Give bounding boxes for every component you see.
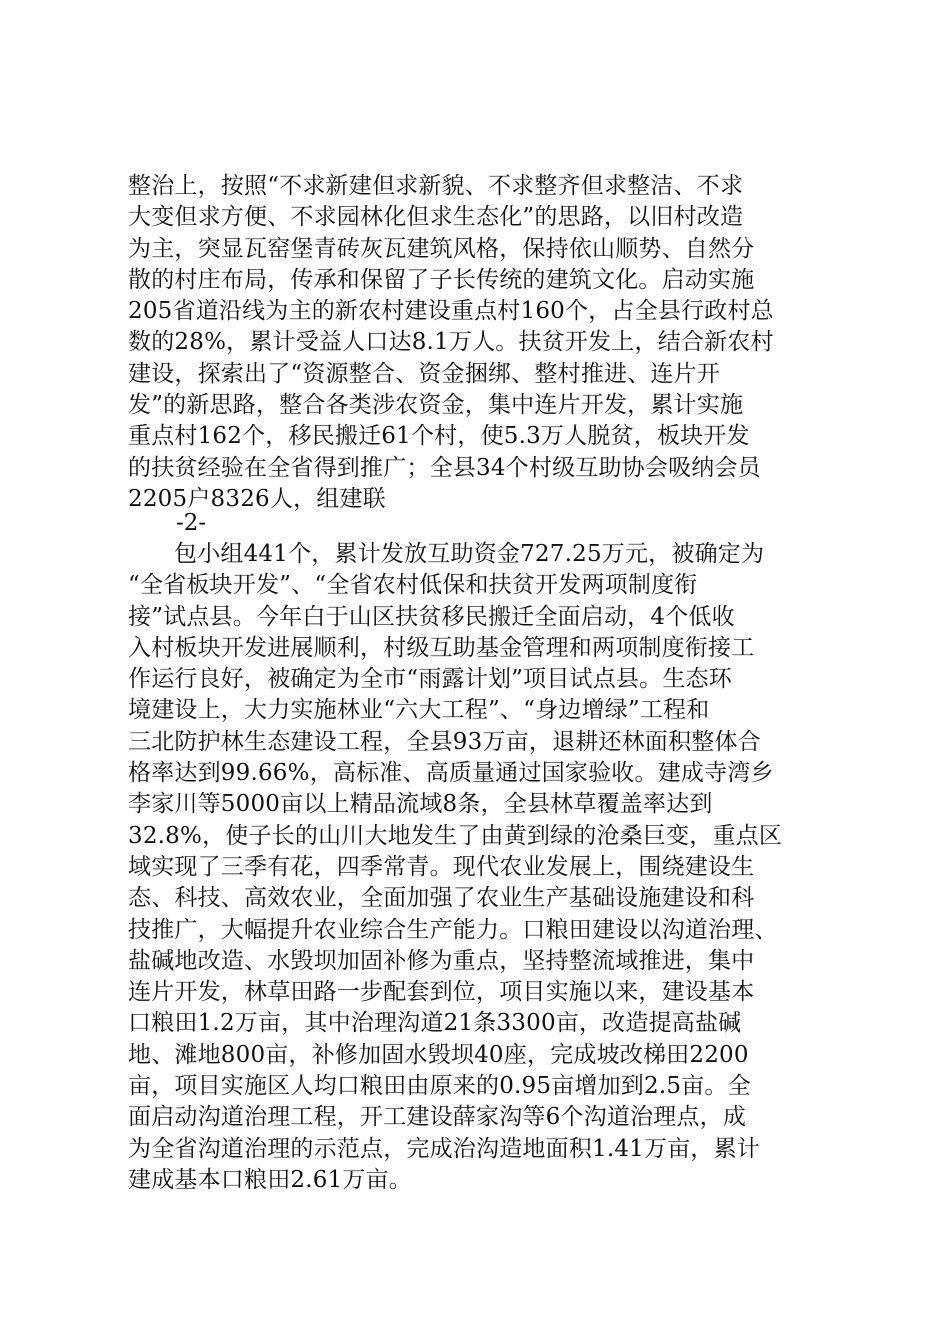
text-line: 三北防护林生态建设工程，全县93万亩，退耕还林面积整体合 xyxy=(128,728,761,755)
text-line: 大变但求方便、不求园林化但求生态化”的思路，以旧村改造 xyxy=(128,204,744,231)
page-number: -2- xyxy=(176,510,207,536)
text-line: 连片开发，林草田路一步配套到位，项目实施以来，建设基本 xyxy=(128,979,755,1006)
text-line: 整治上，按照“不求新建但求新貌、不求整齐但求整洁、不求 xyxy=(128,173,744,199)
text-line: 为主，突显瓦窑堡青砖灰瓦建筑风格，保持依山顺势、自然分 xyxy=(128,235,755,262)
text-line: 态、科技、高效农业，全面加强了农业生产基础设施建设和科 xyxy=(128,885,755,912)
text-line: 重点村162个，移民搬迁61个村，使5.3万人脱贫，板块开发 xyxy=(128,423,750,450)
text-line: 格率达到99.66%，高标准、高质量通过国家验收。建成寺湾乡 xyxy=(128,760,774,787)
text-line: 数的28%，累计受益人口达8.1万人。扶贫开发上，结合新农村 xyxy=(128,329,774,356)
text-line: 亩，项目实施区人均口粮田由原来的0.95亩增加到2.5亩。全 xyxy=(128,1073,751,1100)
text-line: 32.8%，使子长的山川大地发生了由黄到绿的沧桑巨变，重点区 xyxy=(128,822,783,849)
text-line: 接”试点县。今年白于山区扶贫移民搬迁全面启动，4个低收 xyxy=(128,603,735,630)
text-line: 包小组441个，累计发放互助资金727.25万元，被确定为 xyxy=(174,541,765,567)
paragraph-1 xyxy=(128,171,833,515)
text-line: 域实现了三季有花，四季常青。现代农业发展上，围绕建设生 xyxy=(128,853,755,880)
text-line: 面启动沟道治理工程，开工建设薛家沟等6个沟道治理点，成 xyxy=(128,1104,747,1131)
text-line: 为全省沟道治理的示范点，完成治沟造地面积1.41万亩，累计 xyxy=(128,1135,761,1162)
paragraph-2 xyxy=(128,539,833,1196)
text-line: 地、滩地800亩，补修加固水毁坝40座，完成坡改梯田2200 xyxy=(128,1041,749,1068)
text-line: 的扶贫经验在全省得到推广；全县34个村级互助协会吸纳会员 xyxy=(128,454,761,481)
text-line: 2205户8326人，组建联 xyxy=(128,485,386,512)
text-line: 建成基本口粮田2.61万亩。 xyxy=(128,1166,413,1193)
text-line: 入村板块开发进展顺利，村级互助基金管理和两项制度衔接工 xyxy=(128,634,755,661)
text-line: 205省道沿线为主的新农村建设重点村160个，占全县行政村总 xyxy=(128,298,774,325)
text-line: 发”的新思路，整合各类涉农资金，集中连片开发，累计实施 xyxy=(128,392,744,419)
text-line: 李家川等5000亩以上精品流域8条，全县林草覆盖率达到 xyxy=(128,791,713,818)
text-line: “全省板块开发”、“全省农村低保和扶贫开发两项制度衔 xyxy=(128,572,698,599)
text-line: 作运行良好，被确定为全市“雨露计划”项目试点县。生态环 xyxy=(128,666,732,693)
text-line: 散的村庄布局，传承和保留了子长传统的建筑文化。启动实施 xyxy=(128,266,755,293)
text-line: 建设，探索出了“资源整合、资金捆绑、整村推进、连片开 xyxy=(128,360,720,387)
text-line: 盐碱地改造、水毁坝加固补修为重点，坚持整流域推进，集中 xyxy=(128,947,755,974)
text-line: 技推广，大幅提升农业综合生产能力。口粮田建设以沟道治理、 xyxy=(128,916,778,943)
text-line: 口粮田1.2万亩，其中治理沟道21条3300亩，改造提高盐碱 xyxy=(128,1010,742,1037)
text-line: 境建设上，大力实施林业“六大工程”、“身边增绿”工程和 xyxy=(128,697,710,724)
